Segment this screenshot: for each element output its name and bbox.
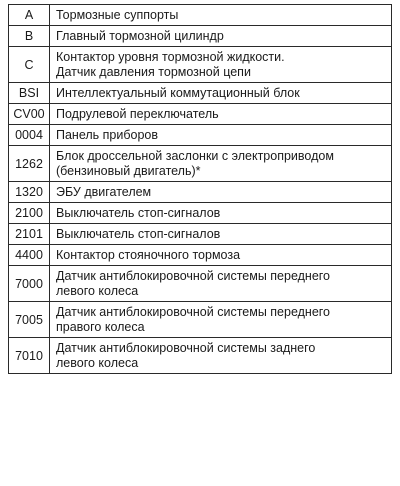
component-code-cell: C: [9, 47, 50, 83]
table-row: [9, 224, 392, 245]
table-row: [9, 104, 392, 125]
component-description-cell: [50, 203, 392, 224]
component-code-cell: 0004: [9, 125, 50, 146]
table-row: [9, 47, 392, 83]
component-description-cell: [50, 104, 392, 125]
description-line: Выключатель стоп-сигналов: [56, 227, 221, 241]
component-code-cell: 7005: [9, 302, 50, 338]
description-line: Контактор стояночного тормоза: [56, 248, 241, 262]
component-description-cell: [50, 338, 392, 374]
component-description-cell: [50, 182, 392, 203]
table-row: [9, 266, 392, 302]
legend-table-body: [9, 5, 392, 374]
table-row: [9, 338, 392, 374]
table-row: [9, 245, 392, 266]
table-row: [9, 83, 392, 104]
description-line: Тормозные суппорты: [56, 8, 179, 22]
component-description-cell: [50, 146, 392, 182]
component-description-cell: [50, 83, 392, 104]
table-row: [9, 26, 392, 47]
component-description-cell: [50, 266, 392, 302]
description-line: (бензиновый двигатель)*: [56, 164, 201, 178]
component-description-cell: [50, 26, 392, 47]
component-description-cell: [50, 245, 392, 266]
table-row: [9, 182, 392, 203]
description-line: Датчик антиблокировочной системы переднего: [56, 269, 331, 283]
description-line: Датчик давления тормозной цепи: [56, 65, 251, 79]
component-description-cell: [50, 302, 392, 338]
component-code-cell: 2101: [9, 224, 50, 245]
description-line: Блок дроссельной заслонки с электроприводом: [56, 149, 334, 163]
description-line: Контактор уровня тормозной жидкости.: [56, 50, 285, 64]
table-row: [9, 125, 392, 146]
component-code-cell: B: [9, 26, 50, 47]
description-line: Панель приборов: [56, 128, 159, 142]
description-line: Датчик антиблокировочной системы переднего: [56, 305, 331, 319]
component-code-cell: 7010: [9, 338, 50, 374]
component-description-cell: [50, 5, 392, 26]
description-line: ЭБУ двигателем: [56, 185, 152, 199]
component-code-cell: CV00: [9, 104, 50, 125]
component-code-cell: 4400: [9, 245, 50, 266]
component-description-cell: [50, 125, 392, 146]
table-row: [9, 5, 392, 26]
component-code-cell: 2100: [9, 203, 50, 224]
description-line: правого колеса: [56, 320, 145, 334]
component-code-cell: 7000: [9, 266, 50, 302]
component-code-cell: A: [9, 5, 50, 26]
component-code-cell: 1320: [9, 182, 50, 203]
description-line: Датчик антиблокировочной системы заднего: [56, 341, 316, 355]
component-description-cell: [50, 224, 392, 245]
description-line: Интеллектуальный коммутационный блок: [56, 86, 300, 100]
description-line: Главный тормозной цилиндр: [56, 29, 224, 43]
table-row: [9, 302, 392, 338]
description-line: левого колеса: [56, 356, 139, 370]
component-description-cell: [50, 47, 392, 83]
description-line: Подрулевой переключатель: [56, 107, 219, 121]
description-line: Выключатель стоп-сигналов: [56, 206, 221, 220]
component-code-cell: BSI: [9, 83, 50, 104]
component-code-cell: 1262: [9, 146, 50, 182]
component-legend-table: [8, 4, 392, 374]
table-row: [9, 203, 392, 224]
description-line: левого колеса: [56, 284, 139, 298]
table-row: [9, 146, 392, 182]
